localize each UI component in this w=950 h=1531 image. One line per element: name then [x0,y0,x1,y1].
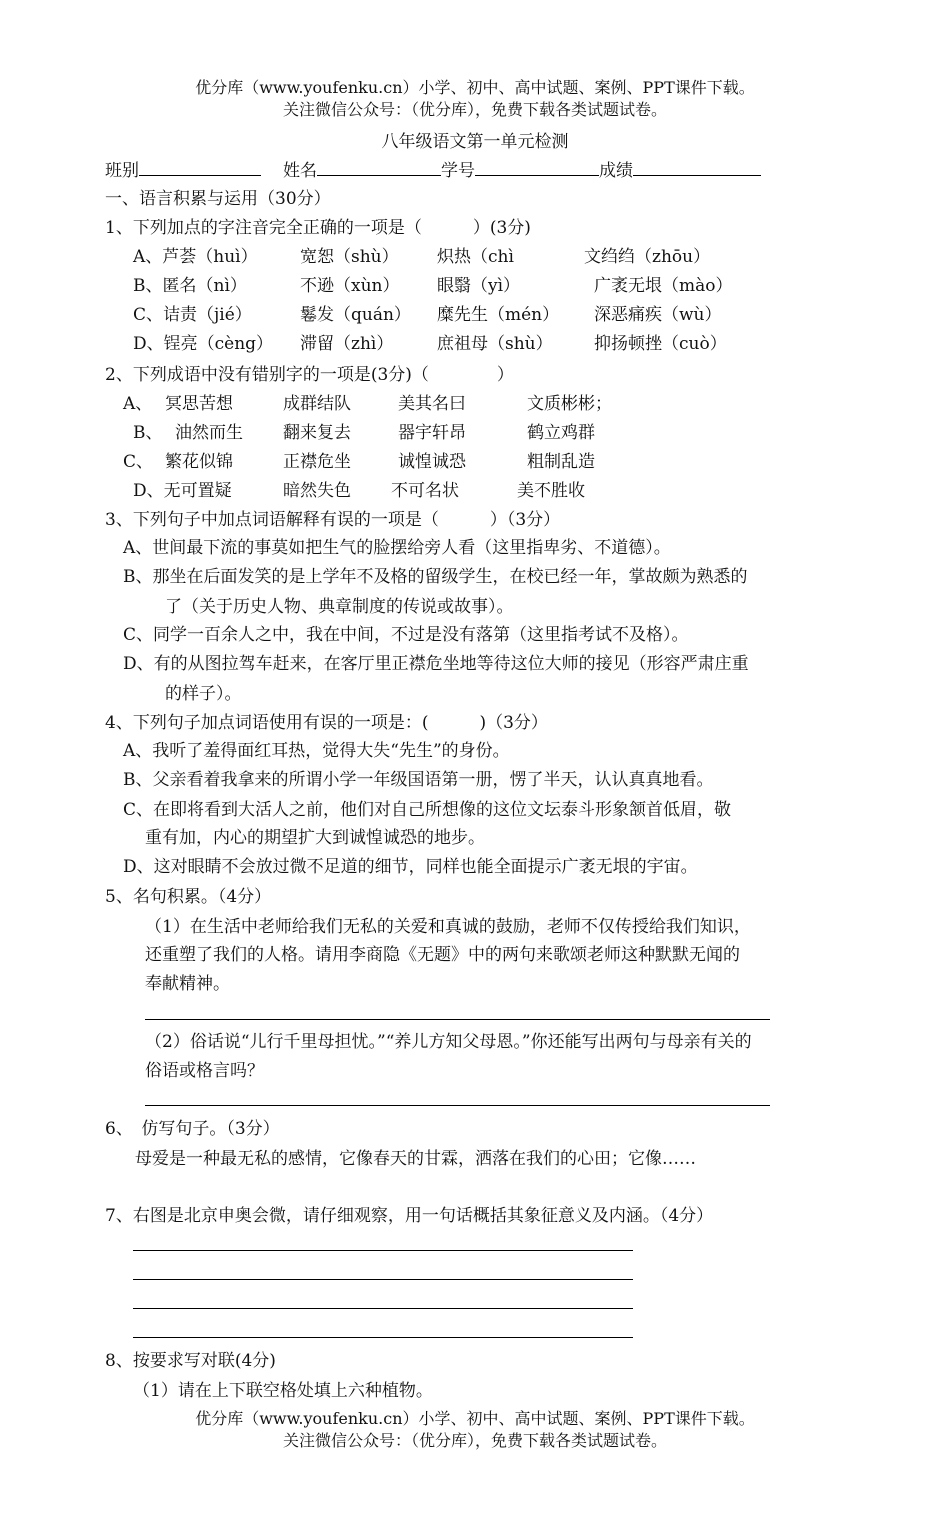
q4-option-c-line2: 重有加，内心的期望扩大到诚惶诚恐的地步。 [145,828,485,848]
q8-part1: （1）请在上下联空格处填上六种植物。 [133,1381,433,1401]
q1-option-c: C、诘责（jié） 鬈发（quán） 糜先生（mén） 深恶痛疾（wù） [133,305,722,325]
header-line-1: 优分库（www.youfenku.cn）小学、初中、高中试题、案例、PPT课件下载。 [195,78,755,97]
q5-part1-line1: （1）在生活中老师给我们无私的关爱和真诚的鼓励，老师不仅传授给我们知识， [145,917,751,937]
q5-answer-line-1[interactable] [145,1019,770,1020]
q5-answer-line-2[interactable] [145,1105,770,1106]
number-field[interactable] [475,158,599,176]
q2-option-a: A、 冥思苦想 成群结队 美其名曰 文质彬彬； [123,394,612,414]
q2-option-b: B、 油然而生 翻来复去 器宇轩昂 鹤立鸡群 [133,423,595,443]
q4-option-d: D、这对眼睛不会放过微不足道的细节，同样也能全面提示广袤无垠的宇宙。 [123,857,698,877]
q3-option-b-line2: 了（关于历史人物、典章制度的传说或故事）。 [165,597,514,617]
q3-option-b-line1: B、那坐在后面发笑的是上学年不及格的留级学生，在校已经一年，掌故颇为熟悉的 [123,567,748,587]
q4-stem: 4、下列句子加点词语使用有误的一项是：( )（3分） [105,713,548,733]
q3-option-a: A、世间最下流的事莫如把生气的脸摆给旁人看（这里指卑劣、不道德）。 [123,538,671,558]
q2-stem: 2、下列成语中没有错别字的一项是(3分)（ ） [105,365,514,385]
q3-option-c: C、同学一百余人之中，我在中间，不过是没有落第（这里指考试不及格）。 [123,625,689,645]
q5-part2-line2: 俗语或格言吗？ [145,1061,264,1081]
name-field[interactable] [317,158,441,176]
header-line-2: 关注微信公众号：（优分库），免费下载各类试题试卷。 [282,100,667,119]
q7-answer-line-4[interactable] [133,1337,633,1338]
q8-stem: 8、按要求写对联(4分) [105,1351,276,1371]
score-field[interactable] [633,158,761,176]
q3-option-d-line2: 的样子）。 [165,684,242,704]
q3-option-d-line1: D、有的从图拉驾车赶来，在客厅里正襟危坐地等待这位大师的接见（形容严肃庄重 [123,654,749,674]
q7-answer-line-2[interactable] [133,1279,633,1280]
number-label: 学号 [441,161,475,181]
q4-option-c-line1: C、在即将看到大活人之前，他们对自己所想像的这位文坛泰斗形象颔首低眉，敬 [123,800,732,820]
q5-part1-line3: 奉献精神。 [145,974,230,994]
q5-stem: 5、名句积累。（4分） [105,887,272,907]
q1-option-a: A、芦荟（huì） 宽恕（shù） 炽热（chì 文绉绉（zhōu） [133,247,711,267]
page-title: 八年级语文第一单元检测 [381,132,569,152]
q1-option-b: B、匿名（nì） 不逊（xùn） 眼翳（yì） 广袤无垠（mào） [133,276,733,296]
q7-answer-line-3[interactable] [133,1308,633,1309]
q5-part1-line2: 还重塑了我们的人格。请用李商隐《无题》中的两句来歌颂老师这种默默无闻的 [145,945,740,965]
footer-line-1: 优分库（www.youfenku.cn）小学、初中、高中试题、案例、PPT课件下载。 [195,1409,755,1428]
score-label: 成绩 [599,161,633,181]
q1-stem: 1、下列加点的字注音完全正确的一项是（ ）(3分) [105,218,531,238]
q7-stem: 7、右图是北京申奥会微，请仔细观察，用一句话概括其象征意义及内涵。（4分） [105,1206,714,1226]
class-label: 班别 [105,161,139,181]
section-heading: 一、语言积累与运用（30分） [105,189,331,209]
q3-stem: 3、下列句子中加点词语解释有误的一项是（ ）（3分） [105,510,561,530]
q6-stem: 6、 仿写句子。（3分） [105,1119,280,1139]
q2-option-d: D、无可置疑 暗然失色 不可名状 美不胜收 [133,481,585,501]
footer-line-2: 关注微信公众号：（优分库），免费下载各类试题试卷。 [282,1431,667,1450]
q5-part2-line1: （2）俗话说“儿行千里母担忧。”“养儿方知父母恩。”你还能写出两句与母亲有关的 [145,1032,752,1052]
name-label: 姓名 [283,161,317,181]
q4-option-b: B、父亲看着我拿来的所谓小学一年级国语第一册，愣了半天，认认真真地看。 [123,770,714,790]
student-info-row [105,158,761,182]
q4-option-a: A、我听了羞得面红耳热，觉得大失“先生”的身份。 [123,741,510,761]
q6-text: 母爱是一种最无私的感情，它像春天的甘霖，洒落在我们的心田；它像…… [135,1149,696,1169]
class-field[interactable] [139,158,261,176]
q2-option-c: C、 繁花似锦 正襟危坐 诚惶诚恐 粗制乱造 [123,452,595,472]
q7-answer-line-1[interactable] [133,1250,633,1251]
q1-option-d: D、锃亮（cèng） 滞留（zhì） 庶祖母（shù） 抑扬顿挫（cuò） [133,334,727,354]
